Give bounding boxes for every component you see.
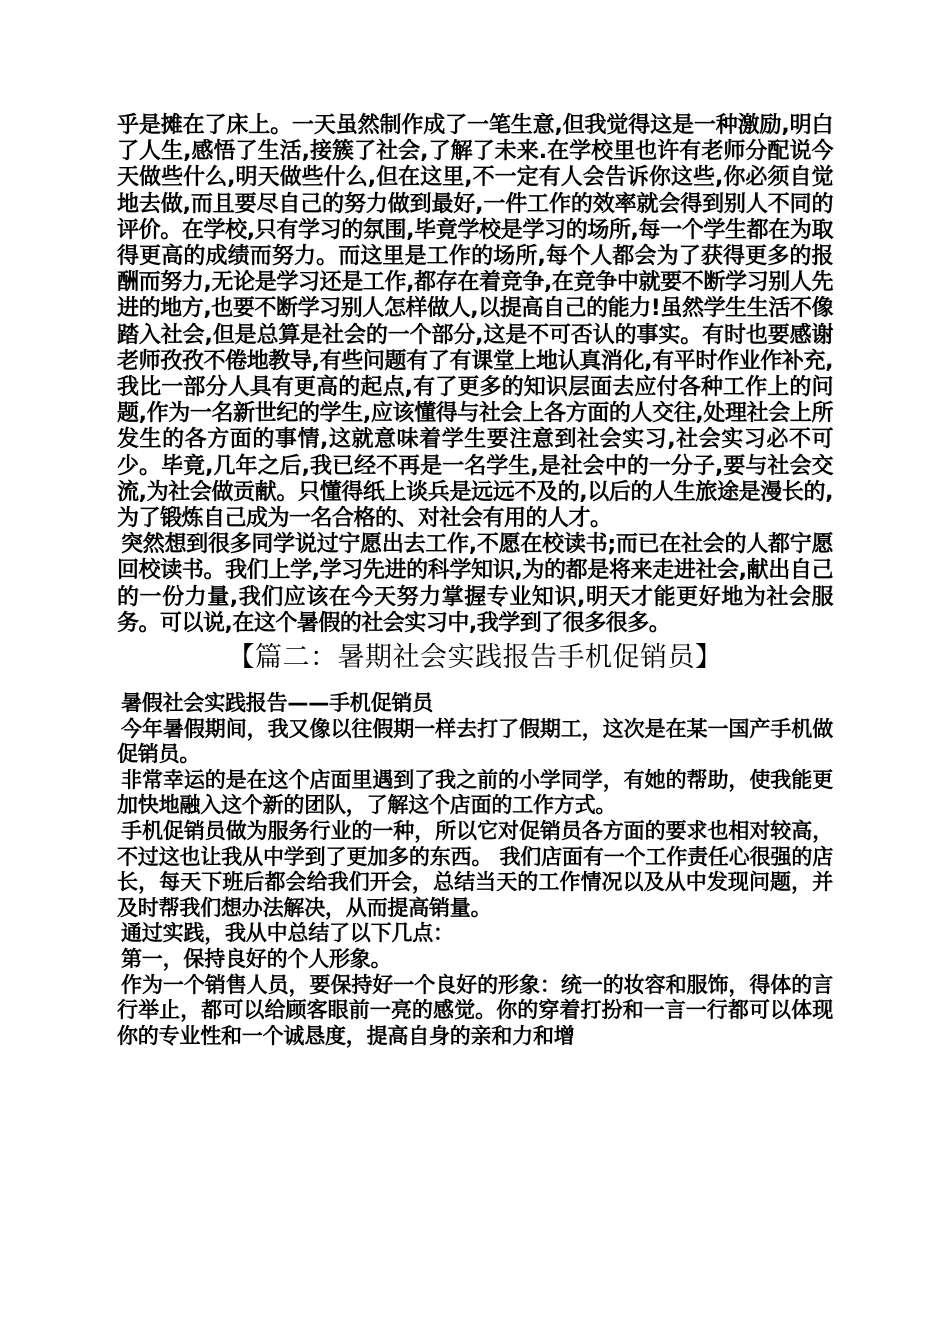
section-two	[117, 691, 833, 1049]
paragraph-classmate: 非常幸运的是在这个店面里遇到了我之前的小学同学，有她的帮助，使我能更加快地融入这个新的团队，了解这个店面的工作方式。	[117, 767, 833, 818]
paragraph-point-one: 第一，保持良好的个人形象。	[121, 947, 392, 971]
paragraph-image: 作为一个销售人员，要保持好一个良好的形象：统一的妆容和服饰，得体的言行举止，都可以给顾客眼前一亮的感觉。你的穿着打扮和一言一行都可以体现你的专业性和一个诚恳度，提高自身的亲和力和增	[117, 972, 833, 1048]
paragraph-summary-intro: 通过实践，我从中总结了以下几点：	[121, 921, 454, 946]
report-title: 暑假社会实践报告——手机促销员	[121, 691, 433, 716]
section-heading: 【篇二：暑期社会实践报告手机促销员】	[227, 642, 723, 674]
document-page	[117, 113, 833, 1049]
paragraph-intro: 今年暑假期间，我又像以往假期一样去打了假期工，这次是在某一国产手机做促销员。	[117, 716, 833, 767]
paragraph-1: 乎是摊在了床上。一天虽然制作成了一笔生意,但我觉得这是一种激励,明白了人生,感悟了生活,接簇了社会,了解了未来.在学校里也许有老师分配说今天做些什么,明天做些什么,但在这里,不一定有人会告诉你这些,你必须自觉地去做,而且要尽自己的努力做到最好,一件工作的效率就会得到别人不同的评价。在学校,只有学习的氛围,毕竟学校是学习的场所,每一个学生都在为取得更高的成绩而努力。而这里是工作的场所,每个人都会为了获得更多的报酬而努力,无论是学习还是工作,都存在着竞争,在竞争中就要不断学习别人先进的地方,也要不断学习别人怎样做人,以提高自己的能力!虽然学生生活不像踏入社会,但是总算是社会的一个部分,这是不可否认的事实。有时也要感谢老师孜孜不倦地教导,有些问题有了有课堂上地认真消化,有平时作业作补充,我比一部分人具有更高的起点,有了更多的知识层面去应付各种工作上的问题,作为一名新世纪的学生,应该懂得与社会上各方面的人交往,处理社会上所发生的各方面的事情,这就意味着学生要注意到社会实习,社会实习必不可少。毕竟,几年之后,我已经不再是一名学生,是社会中的一分子,要与社会交流,为社会做贡献。只懂得纸上谈兵是远远不及的,以后的人生旅途是漫长的,为了锻炼自己成为一名合格的、对社会有用的人才。	[117, 113, 833, 532]
section-one	[117, 113, 833, 637]
paragraph-requirements: 手机促销员做为服务行业的一种，所以它对促销员各方面的要求也相对较高，不过这也让我从中学到了更加多的东西。 我们店面有一个工作责任心很强的店长，每天下班后都会给我们开会，总结当天的工作情况以及从中发现问题，并及时帮我们想办法解决，从而提高销量。	[117, 819, 833, 920]
paragraph-2: 突然想到很多同学说过宁愿出去工作,不愿在校读书;而已在社会的人都宁愿回校读书。我们上学,学习先进的科学知识,为的都是将来走进社会,献出自己的一份力量,我们应该在今天努力掌握专业知识,明天才能更好地为社会服务。可以说,在这个暑假的社会实习中,我学到了很多很多。	[117, 532, 833, 636]
